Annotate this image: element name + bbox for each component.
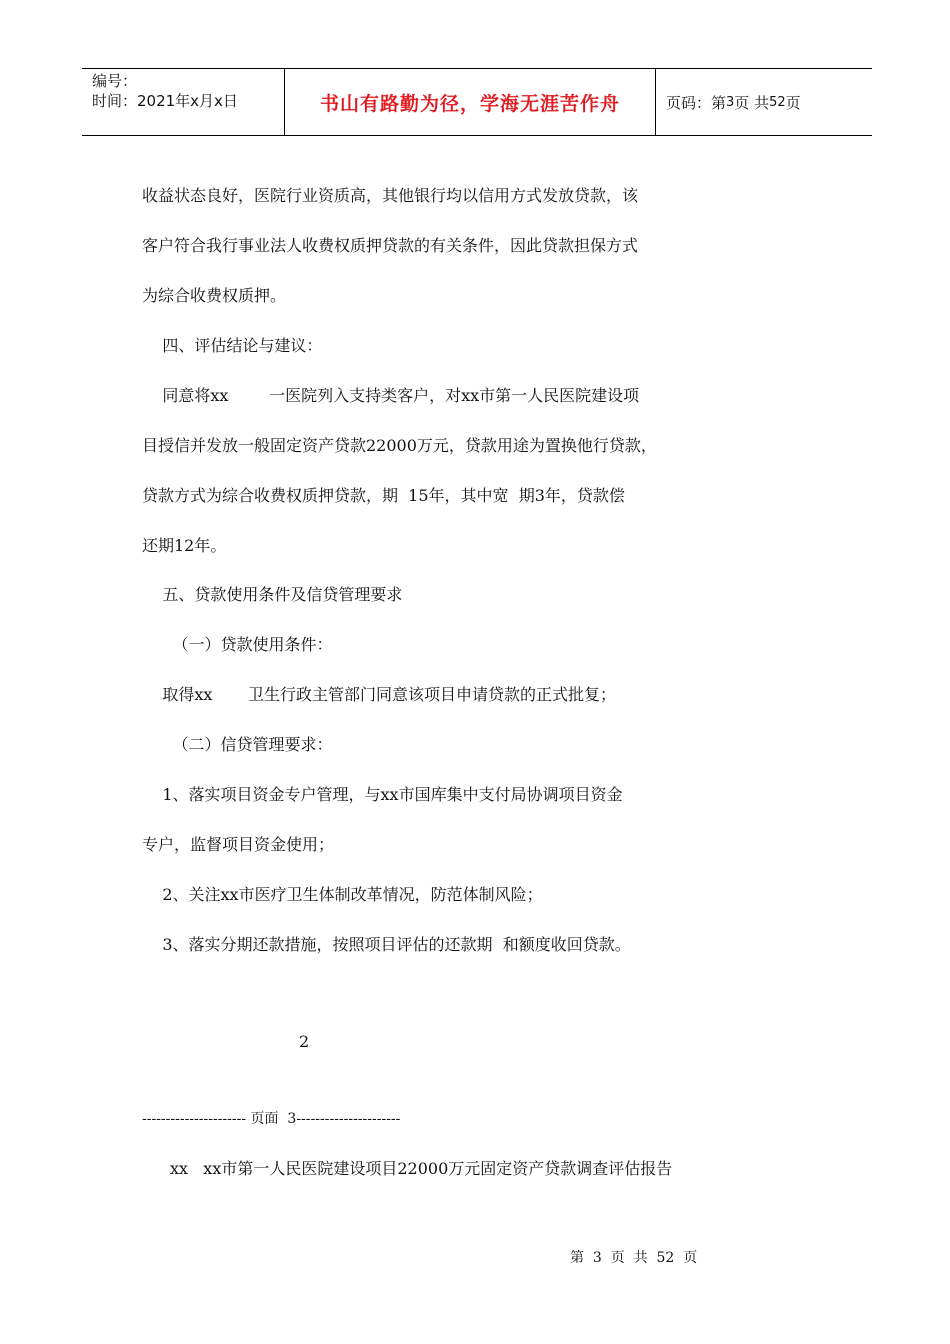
body-line: 贷款方式为综合收费权质押贷款，期 15年，其中宽 期3年，贷款偿: [142, 486, 625, 505]
body-line: 3、落实分期还款措施，按照项目评估的还款期 和额度收回贷款。: [142, 935, 631, 954]
header-motto: 书山有路勤为径，学海无涯苦作舟: [319, 92, 620, 115]
body-line: 客户符合我行事业法人收费权质押贷款的有关条件，因此贷款担保方式: [142, 236, 639, 255]
report-title: xx xx市第一人民医院建设项目22000万元固定资产贷款调查评估报告: [170, 1159, 673, 1178]
body-line: 还期12年。: [142, 536, 227, 555]
body-line: 1、落实项目资金专户管理，与xx市国库集中支付局协调项目资金: [142, 785, 623, 804]
inner-page-number: 2: [299, 1032, 310, 1051]
subsection-heading: （二）信贷管理要求：: [142, 735, 333, 754]
body-line: 目授信并发放一般固定资产贷款22000万元，贷款用途为置换他行贷款，: [142, 436, 657, 455]
subsection-heading: （一）贷款使用条件：: [142, 635, 333, 654]
body-line: 专户，监督项目资金使用；: [142, 835, 335, 854]
body-line: 取得xx 卫生行政主管部门同意该项目申请贷款的正式批复；: [142, 685, 616, 704]
section-heading: 四、评估结论与建议：: [142, 336, 323, 355]
page-prefix: 页码：第: [666, 93, 727, 112]
page-suffix: 页: [785, 93, 801, 112]
page-middle: 页 共: [734, 93, 770, 112]
page-current: 3: [726, 94, 735, 110]
body-line: 收益状态良好，医院行业资质高，其他银行均以信用方式发放贷款，该: [142, 186, 639, 205]
body-line: 为综合收费权质押。: [142, 286, 287, 305]
document-header: [82, 68, 872, 136]
page-total: 52: [769, 94, 786, 110]
document-number-label: 编号：: [92, 72, 138, 90]
body-line: 2、关注xx市医疗卫生体制改革情况，防范体制风险；: [142, 885, 543, 904]
header-page-info: [666, 69, 801, 135]
page-separator: ---------------------- 页面 3----------------------: [142, 1111, 401, 1127]
document-time-label: 时间：2021年x月x日: [92, 92, 238, 110]
body-line: 同意将xx 一医院列入支持类客户，对xx市第一人民医院建设项: [142, 386, 640, 405]
page-footer: 第 3 页 共 52 页: [570, 1250, 698, 1266]
section-heading: 五、贷款使用条件及信贷管理要求: [142, 585, 403, 604]
header-motto-cell: [284, 69, 656, 135]
header-meta: [82, 69, 284, 135]
